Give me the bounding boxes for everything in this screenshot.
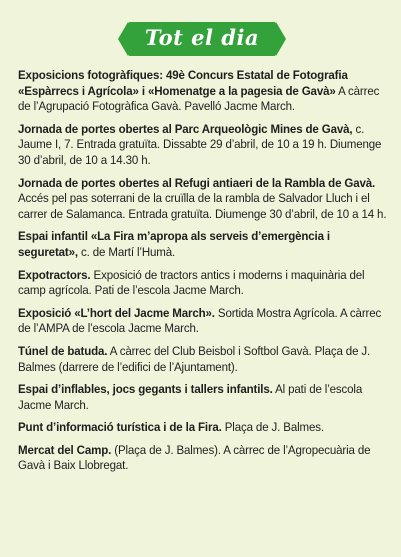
event-details: Al pati de l’escola Jacme March. bbox=[18, 382, 363, 412]
event-details: A càrrec del Club Beisbol i Softbol Gavà. Plaça de J. Balmes (darrere de l’edifici de l’Ajuntament). bbox=[18, 343, 371, 374]
event-details: (Plaça de J. Balmes). A càrrec de l’Agropecuària de Gavà i Baix Llobregat. bbox=[18, 442, 371, 473]
header bbox=[0, 22, 401, 58]
event-item-photo-exhibitions bbox=[18, 68, 390, 115]
event-title: Jornada de portes obertes al Parc Arqueològic Mines de Gavà, bbox=[18, 121, 353, 136]
event-details: Accés pel pas soterrani de la cruïlla de la rambla de Salvador Lluch i el carrer de Salamanca. Entrada gratuïta. Diumenge 30 d’abril, de 10 a 14 h. bbox=[18, 191, 387, 221]
event-item-expotractors bbox=[18, 268, 390, 299]
event-title: Expotractors. bbox=[18, 267, 91, 282]
event-item-inflatables bbox=[18, 382, 390, 413]
title-banner bbox=[128, 22, 276, 56]
event-details: c. Jaume I, 7. Entrada gratuïta. Dissabte 29 d’abril, de 10 a 19 h. Diumenge 30 d’abril, de 10 a 14.30 h. bbox=[18, 121, 382, 167]
event-details: Sortida Mostra Agrícola. A càrrec de l’AMPA de l’escola Jacme March. bbox=[18, 305, 382, 336]
banner-notch-left bbox=[118, 22, 128, 56]
event-title: Exposició «L’hort del Jacme March». bbox=[18, 305, 215, 320]
event-title: Espai infantil «La Fira m’apropa als serveis d’emergència i seguretat», bbox=[18, 229, 331, 259]
event-item-garden-exhibition bbox=[18, 306, 390, 337]
event-item-air-raid-shelter bbox=[18, 176, 390, 223]
event-item-field-market bbox=[18, 443, 390, 474]
event-list bbox=[18, 68, 390, 481]
event-details: c. de Martí l’Humà. bbox=[77, 244, 176, 259]
event-title: Punt d’informació turística i de la Fira. bbox=[18, 420, 222, 435]
event-item-mines-park bbox=[18, 122, 390, 169]
event-title: Espai d’inflables, jocs gegants i tallers infantils. bbox=[18, 382, 273, 397]
event-item-tourist-info bbox=[18, 420, 390, 436]
event-details: Plaça de J. Balmes. bbox=[221, 420, 324, 435]
event-title: Exposicions fotogràfiques: 49è Concurs Estatal de Fotografia «Espàrrecs i Agrícola» i «Homenatge a la pagesia de Gavà» bbox=[18, 68, 348, 98]
event-title: Túnel de batuda. bbox=[18, 343, 108, 358]
event-item-children-space bbox=[18, 229, 390, 260]
event-item-batting-tunnel bbox=[18, 344, 390, 375]
page-title: Tot el dia bbox=[144, 25, 260, 50]
event-title: Mercat del Camp. bbox=[18, 442, 112, 457]
banner-notch-right bbox=[276, 22, 286, 56]
event-details: Exposició de tractors antics i moderns i maquinària del camp agrícola. Pati de l’escola Jacme March. bbox=[18, 267, 365, 298]
event-details: A càrrec de l’Agrupació Fotogràfica Gavà. Pavelló Jacme March. bbox=[18, 83, 380, 114]
event-title: Jornada de portes obertes al Refugi antiaeri de la Rambla de Gavà. bbox=[18, 175, 376, 190]
